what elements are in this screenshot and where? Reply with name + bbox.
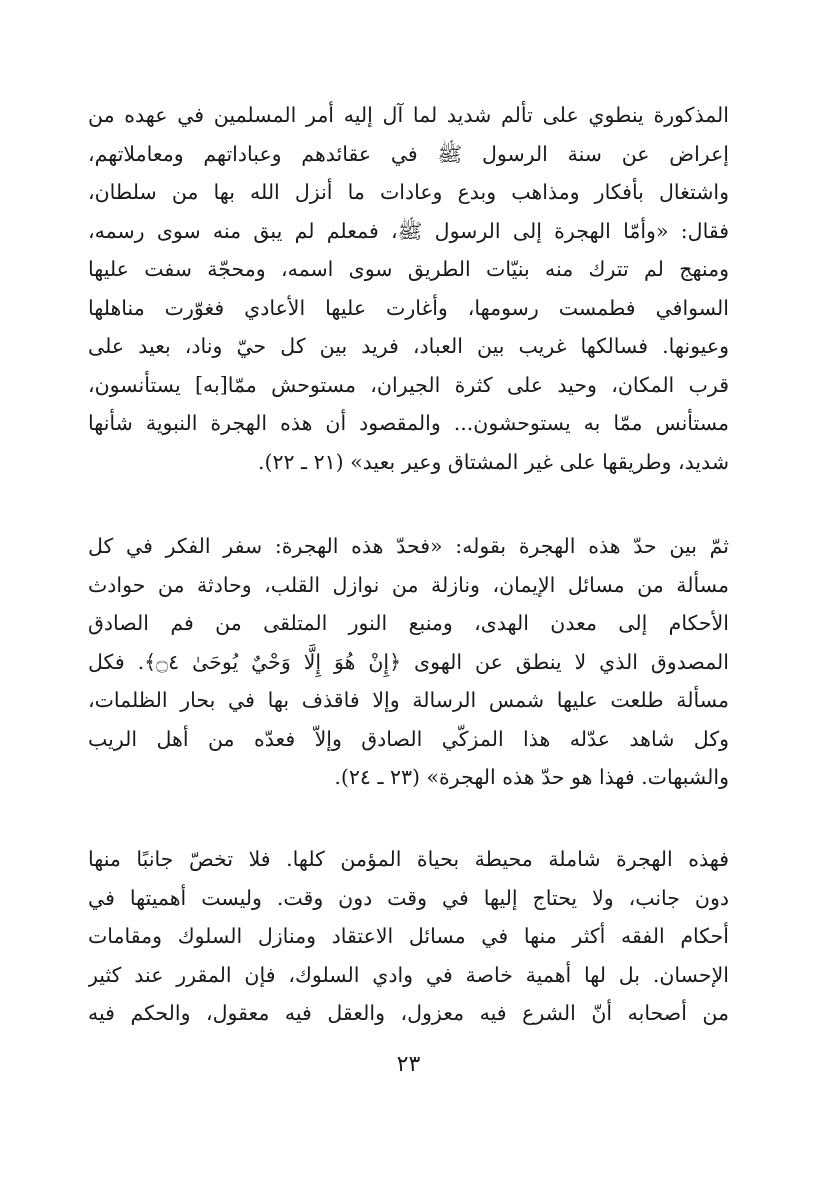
paragraph-1: [88, 96, 729, 481]
text-line: فهذه الهجرة شاملة محيطة بحياة المؤمن كلها. فلا تخصّ جانبًا منها: [88, 847, 729, 871]
text-line: مسألة من مسائل الإيمان، ونازلة من نوازل القلب، وحادثة من حوادث: [88, 572, 729, 597]
text-line: أحكام الفقه أكثر منها في مسائل الاعتقاد ومنازل السلوك ومقامات: [88, 924, 729, 948]
text-line: ومنهج لم تترك منه بنيّات الطريق سوى اسمه، ومحجّة سفت عليها: [88, 257, 729, 281]
text-line: مسألة طلعت عليها شمس الرسالة وإلا فاقذف بها في بحار الظلمات،: [88, 688, 729, 712]
text-line: قرب المكان، وحيد على كثرة الجيران، مستوحش ممّا[به] يستأنسون،: [88, 372, 729, 397]
text-line: المصدوق الذي لا ينطق عن الهوى ﴿إِنْ هُوَ إِلَّا وَحْيٌ يُوحَىٰ ۝٤﴾. فكل: [88, 649, 729, 674]
text-line: دون جانب، ولا يحتاج إليها في وقت دون وقت. وليست أهميتها في: [88, 885, 729, 910]
text-line: من أصحابه أنّ الشرع فيه معزول، والعقل فيه معقول، والحكم فيه: [88, 1001, 729, 1025]
paragraph-3: [88, 840, 729, 1033]
text-line: ثمّ بين حدّ هذه الهجرة بقوله: «فحدّ هذه الهجرة: سفر الفكر في كل: [88, 534, 729, 558]
text-line: شديد، وطريقها على غير المشتاق وعير بعيد» (٢١ ـ ٢٢).: [257, 449, 729, 474]
paragraph-2: [88, 527, 729, 797]
text-line: الإحسان. بل لها أهمية خاصة في وادي السلوك، فإن المقرر عند كثير: [88, 962, 729, 987]
text-line: المذكورة ينطوي على تألم شديد لما آل إليه أمر المسلمين في عهده من: [88, 103, 729, 127]
text-line: وعيونها. فسالكها غريب بين العباد، فريد بين كل حيّ وناد، بعيد على: [88, 334, 729, 358]
page-number: ٢٣: [396, 1052, 421, 1077]
text-line: فقال: «وأمّا الهجرة إلى الرسول ﷺ، فمعلم لم يبق منه سوى رسمه،: [88, 218, 729, 243]
text-line: الأحكام إلى معدن الهدى، ومنبع النور المتلقى من فم الصادق: [88, 611, 729, 635]
text-line: واشتغال بأفكار ومذاهب وبدع وعادات ما أنزل الله بها من سلطان،: [88, 180, 729, 204]
text-line: إعراض عن سنة الرسول ﷺ في عقائدهم وعباداتهم ومعاملاتهم،: [88, 141, 729, 166]
text-line: وكل شاهد عدّله هذا المزكّي الصادق وإلاّ فعدّه من أهل الريب: [88, 726, 729, 751]
text-line: السوافي فطمست رسومها، وأغارت عليها الأعادي فغوّرت مناهلها: [88, 295, 729, 320]
text-line: والشبهات. فهذا هو حدّ هذه الهجرة» (٢٣ ـ ٢٤).: [334, 765, 729, 789]
text-line: مستأنس ممّا به يستوحشون... والمقصود أن هذه الهجرة النبوية شأنها: [88, 411, 729, 435]
